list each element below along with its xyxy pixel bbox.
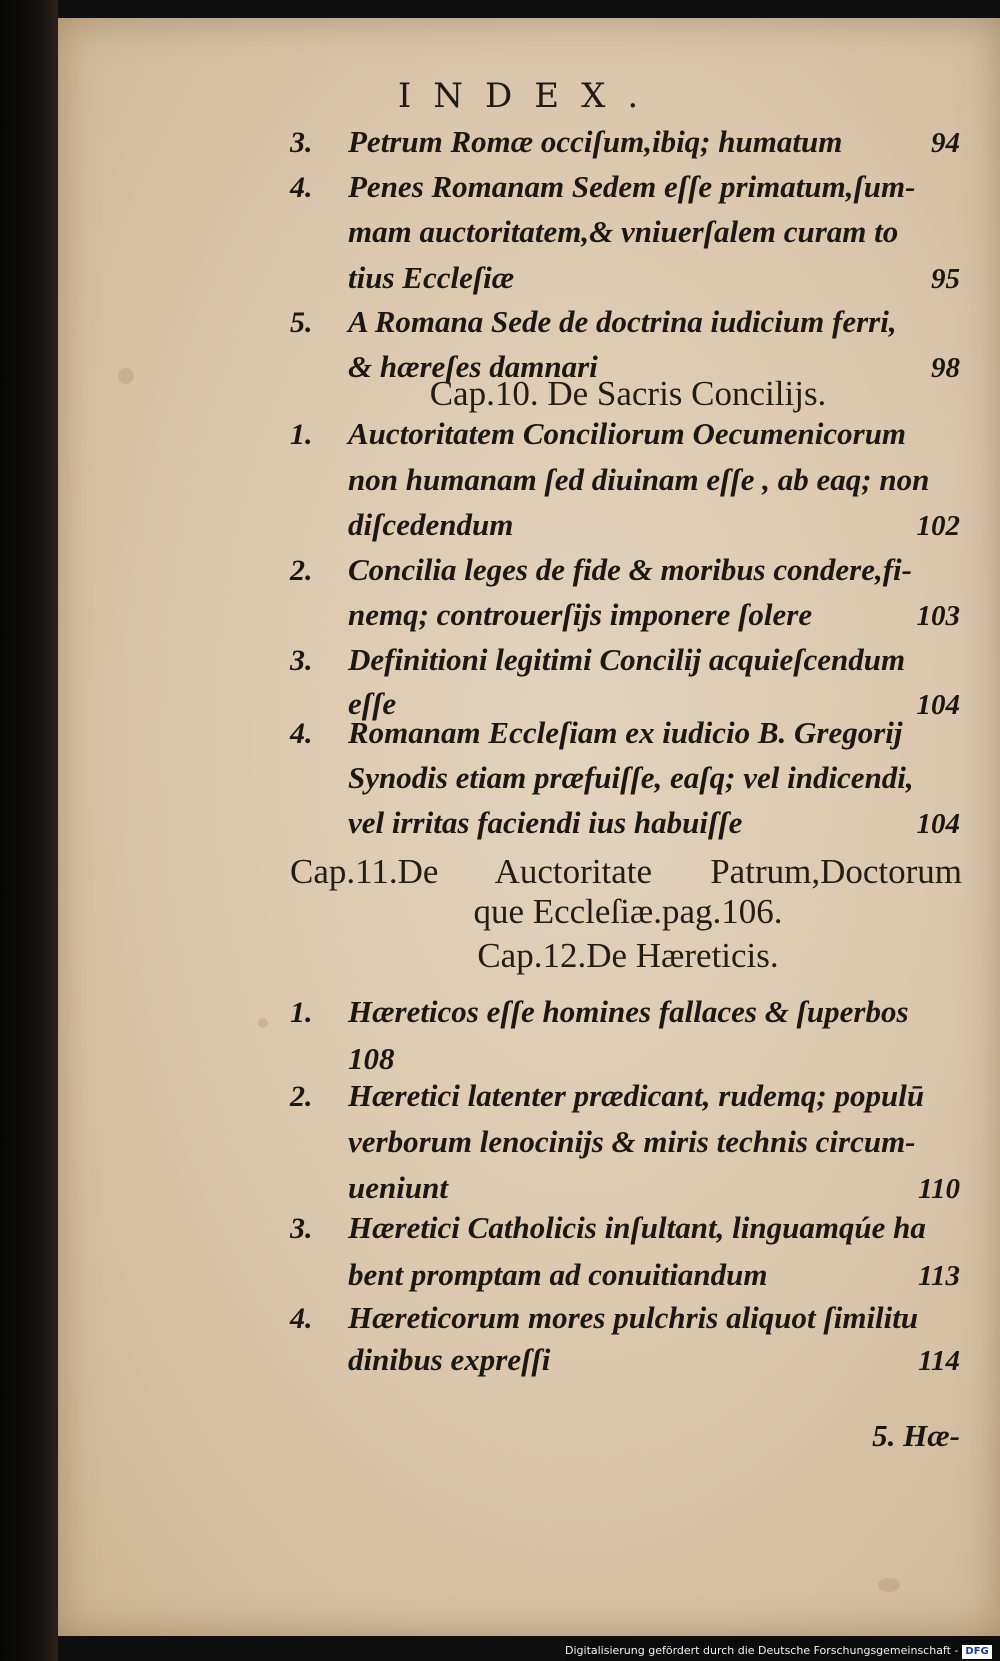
entry-text: diſcedendum — [348, 507, 514, 542]
entry-text: Hæreticos eſſe homines fallaces & ſuperbos — [348, 994, 909, 1029]
entry-line — [348, 642, 960, 678]
entry-line — [348, 760, 960, 796]
entry-line — [348, 805, 960, 841]
entry-line — [348, 260, 960, 296]
entry-line — [348, 416, 960, 452]
catchword-text: 5. Hæ- — [872, 1418, 960, 1453]
entry-line — [348, 1342, 960, 1378]
entry-number: 4. — [290, 1302, 313, 1335]
entry-text: nemq; controuerſijs imponere ſolere — [348, 597, 813, 632]
entry-text: Hæretici Catholicis inſultant, linguamqúe ha — [348, 1210, 926, 1245]
page-reference: 104 — [916, 808, 960, 840]
book-page — [58, 18, 1000, 1636]
entry-text: non humanam ſed diuinam eſſe , ab eaq; non — [348, 462, 930, 497]
entry-text: bent promptam ad conuitiandum — [348, 1257, 768, 1292]
entry-text: Penes Romanam Sedem eſſe primatum,ſum- — [348, 169, 916, 204]
chapter-heading: que Eccleſiæ.pag.106. — [473, 892, 783, 931]
page-reference: 114 — [918, 1345, 960, 1377]
page-reference: 113 — [918, 1260, 960, 1292]
entry-line — [348, 462, 960, 498]
entry-text: Concilia leges de fide & moribus condere,fi- — [348, 552, 912, 587]
entry-number: 3. — [290, 644, 313, 677]
entry-line — [348, 304, 960, 340]
entry-text: Hæretici latenter prædicant, rudemq; populū — [348, 1078, 925, 1113]
entry-number: 5. — [290, 306, 313, 339]
entry-line — [348, 1300, 960, 1336]
entry-text: Petrum Romæ occiſum,ibiq; humatum — [348, 124, 843, 159]
entry-line — [348, 715, 960, 751]
page-reference: 98 — [931, 352, 960, 384]
running-head: INDEX. — [397, 76, 661, 116]
entry-text: Synodis etiam præfuiſſe, eaſq; vel indicendi, — [348, 760, 914, 795]
entry-text: & hæreſes damnari — [348, 349, 598, 384]
entry-line — [348, 1170, 960, 1206]
entry-text: 108 — [348, 1041, 395, 1076]
chapter-heading: Cap.11.De Auctoritate Patrum,Doctorum — [290, 852, 962, 891]
entry-line — [348, 169, 960, 205]
digitization-footer — [565, 1640, 1000, 1661]
entry-text: ueniunt — [348, 1170, 448, 1205]
entry-text: dinibus expreſſi — [348, 1342, 551, 1377]
entry-number: 2. — [290, 554, 313, 587]
entry-text: tius Eccleſiæ — [348, 260, 515, 295]
entry-line — [348, 1078, 960, 1114]
entry-line — [348, 994, 960, 1030]
entry-line — [348, 507, 960, 543]
entry-number: 3. — [290, 126, 313, 159]
entry-line — [348, 1124, 960, 1160]
index-entries — [58, 18, 1000, 1636]
entry-line — [348, 1257, 960, 1293]
chapter-heading: Cap.10. De Sacris Concilijs. — [429, 374, 827, 413]
entry-line — [348, 1210, 960, 1246]
entry-text: Romanam Eccleſiam ex iudicio B. Gregorij — [348, 715, 903, 750]
entry-text: Hæreticorum mores pulchris aliquot ſimilitu — [348, 1300, 919, 1335]
page-reference: 94 — [931, 127, 960, 159]
page-reference: 110 — [918, 1173, 960, 1205]
chapter-heading: Cap.12.De Hæreticis. — [477, 936, 779, 975]
entry-text: eſſe — [348, 686, 397, 721]
entry-text: vel irritas faciendi ius habuiſſe — [348, 805, 743, 840]
page-reference: 102 — [916, 510, 960, 542]
page-reference: 103 — [916, 600, 960, 632]
entry-text: Auctoritatem Conciliorum Oecumenicorum — [348, 416, 907, 451]
entry-line — [348, 124, 960, 160]
entry-number: 4. — [290, 171, 313, 204]
dfg-logo: DFG — [962, 1645, 991, 1659]
entry-line — [348, 552, 960, 588]
entry-number: 4. — [290, 717, 313, 750]
entry-text: verborum lenocinijs & miris technis circum- — [348, 1124, 916, 1159]
entry-number: 3. — [290, 1212, 313, 1245]
entry-text: mam auctoritatem,& vniuerſalem curam to — [348, 214, 899, 249]
entry-line — [348, 597, 960, 633]
entry-number: 2. — [290, 1080, 313, 1113]
footer-text: Digitalisierung gefördert durch die Deutsche Forschungsgemeinschaft - — [565, 1644, 959, 1657]
page-reference: 95 — [931, 263, 960, 295]
entry-text: Definitioni legitimi Concilij acquieſcendum — [348, 642, 906, 677]
entry-number: 1. — [290, 418, 313, 451]
book-gutter — [0, 0, 58, 1661]
entry-line — [348, 1041, 960, 1077]
catchword — [348, 1418, 960, 1454]
page-reference: 104 — [916, 689, 960, 721]
entry-number: 1. — [290, 996, 313, 1029]
entry-text: A Romana Sede de doctrina iudicium ferri, — [348, 304, 897, 339]
entry-line — [348, 214, 960, 250]
